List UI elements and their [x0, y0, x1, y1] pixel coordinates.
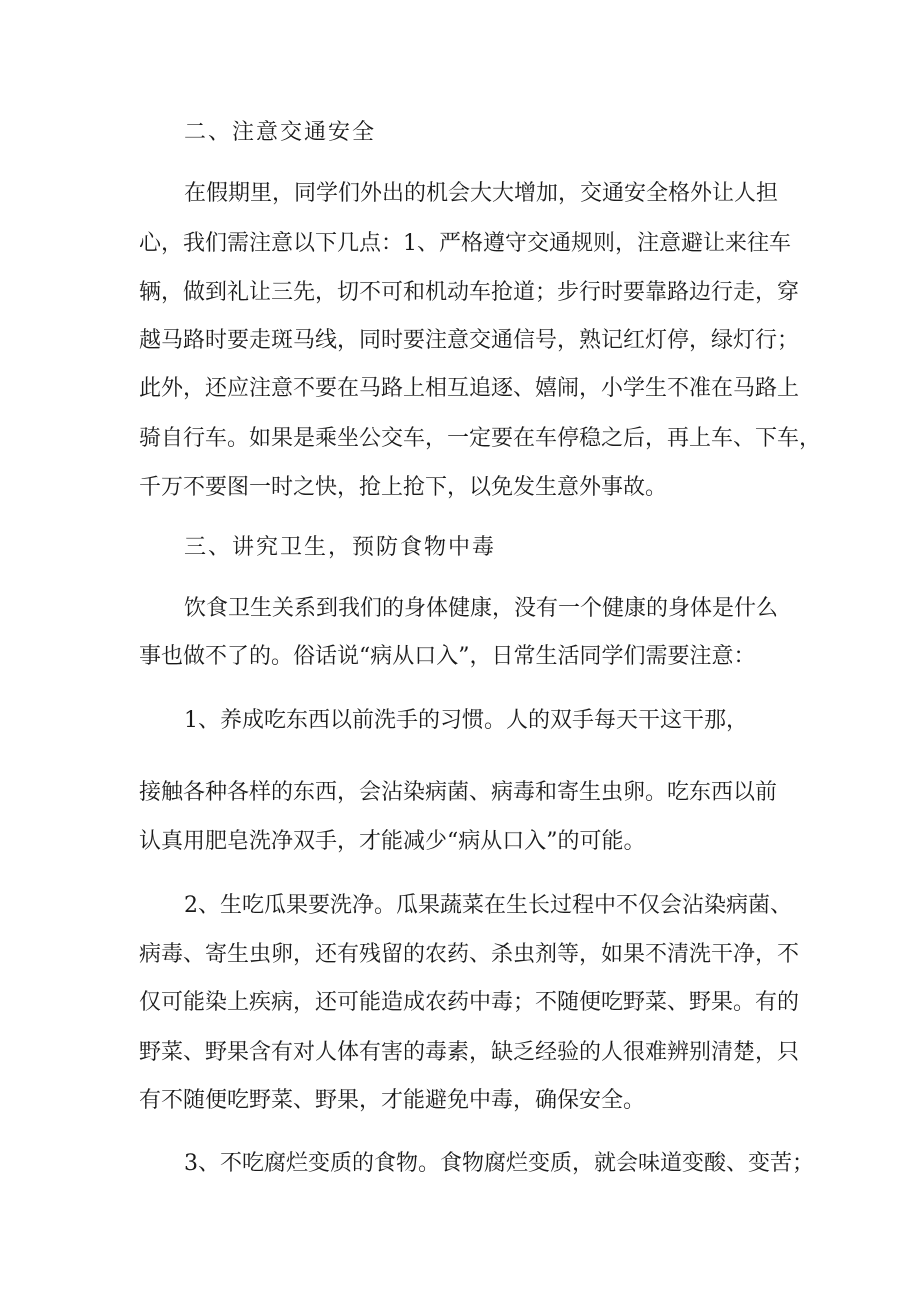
text-line: 此外，还应注意不要在马路上相互追逐、嬉闹，小学生不准在马路上 — [139, 376, 800, 401]
text-line: 在假期里，同学们外出的机会大大增加，交通安全格外让人担 — [184, 181, 779, 206]
text-line: 越马路时要走斑马线，同时要注意交通信号，熟记红灯停，绿灯行； — [139, 328, 800, 353]
text-line: 千万不要图一时之快，抢上抢下，以免发生意外事故。 — [139, 475, 668, 500]
text-line: 事也做不了的。俗话说“病从口入”，日常生活同学们需要注意： — [139, 644, 756, 669]
text-line: 认真用肥皂洗净双手，才能减少“病从口入”的可能。 — [139, 829, 646, 854]
section-heading-hygiene: 三、讲究卫生，预防食物中毒 — [184, 535, 497, 560]
text-line: 辆，做到礼让三先，切不可和机动车抢道；步行时要靠路边行走，穿 — [139, 280, 800, 305]
section-heading-traffic: 二、注意交通安全 — [184, 120, 377, 145]
text-line: 心，我们需注意以下几点：1、严格遵守交通规则，注意避让来往车 — [139, 231, 791, 256]
text-line: 野菜、野果含有对人体有害的毒素，缺乏经验的人很难辨别清楚，只 — [139, 1040, 800, 1065]
text-line: 3、不吃腐烂变质的食物。食物腐烂变质，就会味道变酸、变苦； — [184, 1151, 814, 1176]
text-line: 仅可能染上疾病，还可能造成农药中毒；不随便吃野菜、野果。有的 — [139, 990, 800, 1015]
text-line: 饮食卫生关系到我们的身体健康，没有一个健康的身体是什么 — [184, 596, 779, 621]
text-line: 有不随便吃野菜、野果，才能避免中毒，确保安全。 — [139, 1088, 646, 1113]
text-line: 1、养成吃东西以前洗手的习惯。人的双手每天干这干那， — [184, 708, 748, 733]
text-line: 2、生吃瓜果要洗净。瓜果蔬菜在生长过程中不仅会沾染病菌、 — [184, 893, 792, 918]
text-line: 接触各种各样的东西，会沾染病菌、病毒和寄生虫卵。吃东西以前 — [139, 780, 778, 805]
text-line: 骑自行车。如果是乘坐公交车，一定要在车停稳之后，再上车、下车， — [139, 426, 822, 451]
text-line: 病毒、寄生虫卵，还有残留的农药、杀虫剂等，如果不清洗干净，不 — [139, 942, 800, 967]
